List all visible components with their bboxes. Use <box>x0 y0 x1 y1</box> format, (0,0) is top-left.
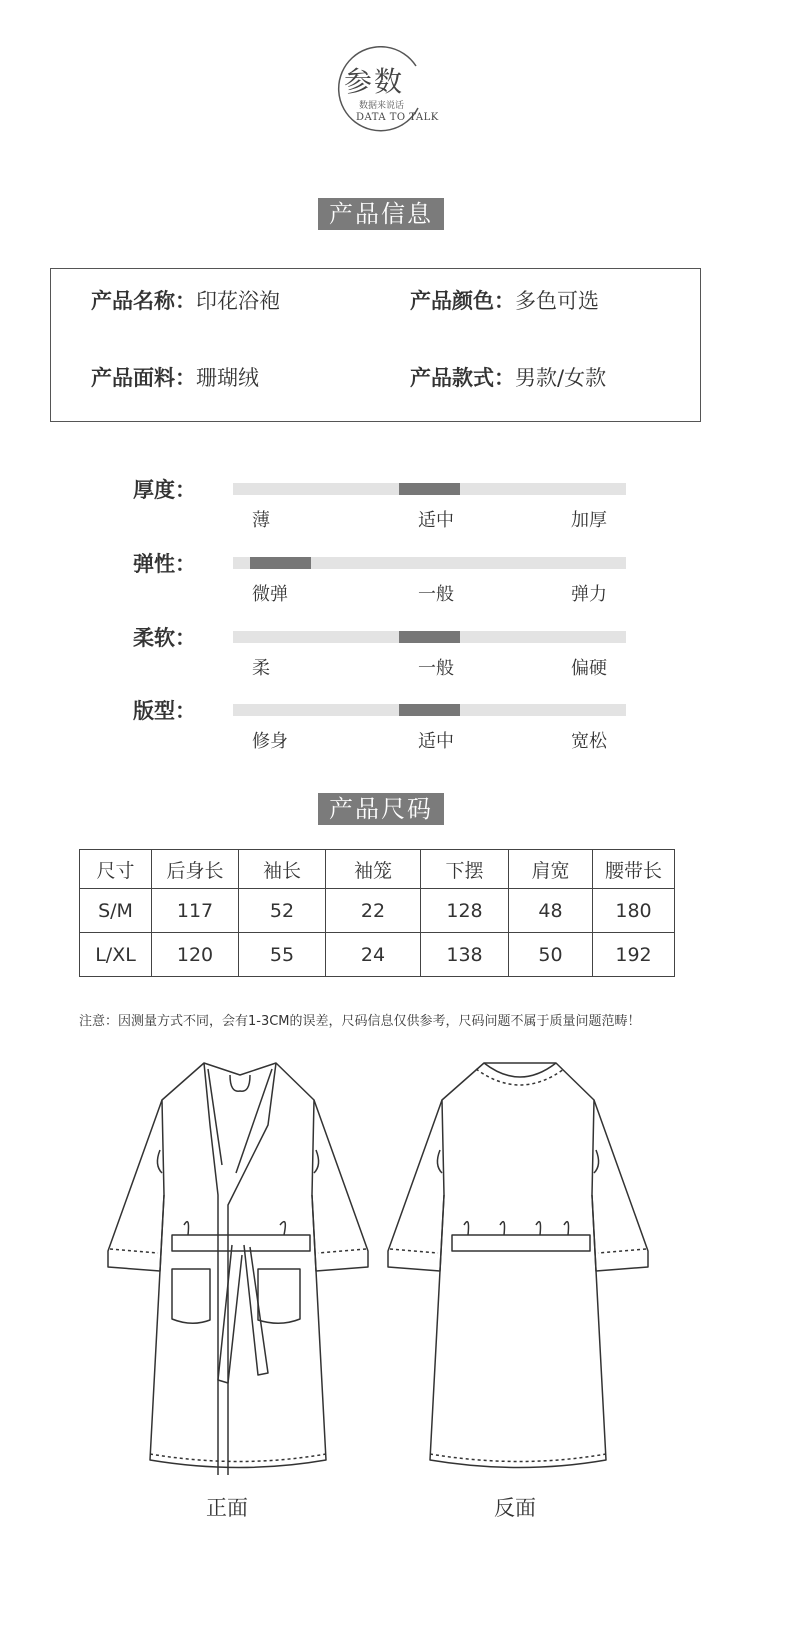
scale-option: 微弹 <box>252 584 288 605</box>
table-row <box>80 889 675 933</box>
product-info-box <box>50 268 701 422</box>
logo-title: 参数 <box>344 65 405 98</box>
table-header-cell: 肩宽 <box>509 850 593 889</box>
scale-track <box>233 704 626 716</box>
scale-indicator <box>399 704 460 716</box>
scale-label: 版型： <box>133 699 196 723</box>
product-info-title: 产品信息 <box>318 198 444 230</box>
info-value: 男款/女款 <box>515 366 607 390</box>
scale-label: 弹性： <box>133 552 196 576</box>
table-cell: S/M <box>80 889 152 933</box>
back-caption: 反面 <box>494 1496 536 1520</box>
table-cell: 50 <box>509 933 593 977</box>
front-caption: 正面 <box>206 1496 248 1520</box>
logo-subtitle: 数据来说话 <box>359 101 405 111</box>
table-cell: L/XL <box>80 933 152 977</box>
table-cell: 55 <box>239 933 326 977</box>
scale-option: 一般 <box>418 584 454 605</box>
info-value: 珊瑚绒 <box>196 366 259 390</box>
table-cell: 128 <box>421 889 509 933</box>
table-header-cell: 腰带长 <box>593 850 675 889</box>
table-cell: 52 <box>239 889 326 933</box>
info-value: 多色可选 <box>515 289 599 313</box>
scale-option: 适中 <box>418 731 454 752</box>
table-header-row <box>80 850 675 889</box>
scale-label: 厚度： <box>133 478 196 502</box>
table-header-cell: 下摆 <box>421 850 509 889</box>
info-key: 产品名称： <box>91 289 196 313</box>
scale-track <box>233 483 626 495</box>
size-note: 注意：因测量方式不同，会有1-3CM的误差，尺码信息仅供参考，尺码问题不属于质量问题范畴！ <box>79 1014 641 1029</box>
scale-track <box>233 631 626 643</box>
size-table <box>79 849 675 977</box>
scale-option: 适中 <box>418 510 454 531</box>
size-title: 产品尺码 <box>318 793 444 825</box>
table-cell: 48 <box>509 889 593 933</box>
table-cell: 138 <box>421 933 509 977</box>
table-row <box>80 933 675 977</box>
scale-indicator <box>250 557 311 569</box>
table-cell: 180 <box>593 889 675 933</box>
logo-english: DATA TO TALK <box>356 112 439 123</box>
table-cell: 22 <box>326 889 421 933</box>
scale-option: 加厚 <box>571 510 607 531</box>
robe-back-illustration <box>380 1055 656 1485</box>
table-header-cell: 后身长 <box>152 850 239 889</box>
table-cell: 192 <box>593 933 675 977</box>
scale-option: 偏硬 <box>571 658 607 679</box>
info-key: 产品面料： <box>91 366 196 390</box>
table-cell: 24 <box>326 933 421 977</box>
info-item-color <box>410 285 599 315</box>
scale-option: 修身 <box>252 731 288 752</box>
table-cell: 117 <box>152 889 239 933</box>
scale-indicator <box>399 483 460 495</box>
scale-option: 一般 <box>418 658 454 679</box>
info-key: 产品款式： <box>410 366 515 390</box>
info-value: 印花浴袍 <box>196 289 280 313</box>
table-header-cell: 袖笼 <box>326 850 421 889</box>
table-cell: 120 <box>152 933 239 977</box>
scale-option: 宽松 <box>571 731 607 752</box>
scale-track <box>233 557 626 569</box>
scale-option: 薄 <box>252 510 270 531</box>
robe-front-illustration <box>100 1055 376 1485</box>
info-item-name <box>91 285 280 315</box>
info-item-style <box>410 362 606 392</box>
info-item-fabric <box>91 362 259 392</box>
info-key: 产品颜色： <box>410 289 515 313</box>
brand-logo <box>332 46 442 136</box>
scale-indicator <box>399 631 460 643</box>
table-header-cell: 袖长 <box>239 850 326 889</box>
scale-option: 柔 <box>252 658 270 679</box>
scale-option: 弹力 <box>571 584 607 605</box>
scale-label: 柔软： <box>133 626 196 650</box>
table-header-cell: 尺寸 <box>80 850 152 889</box>
